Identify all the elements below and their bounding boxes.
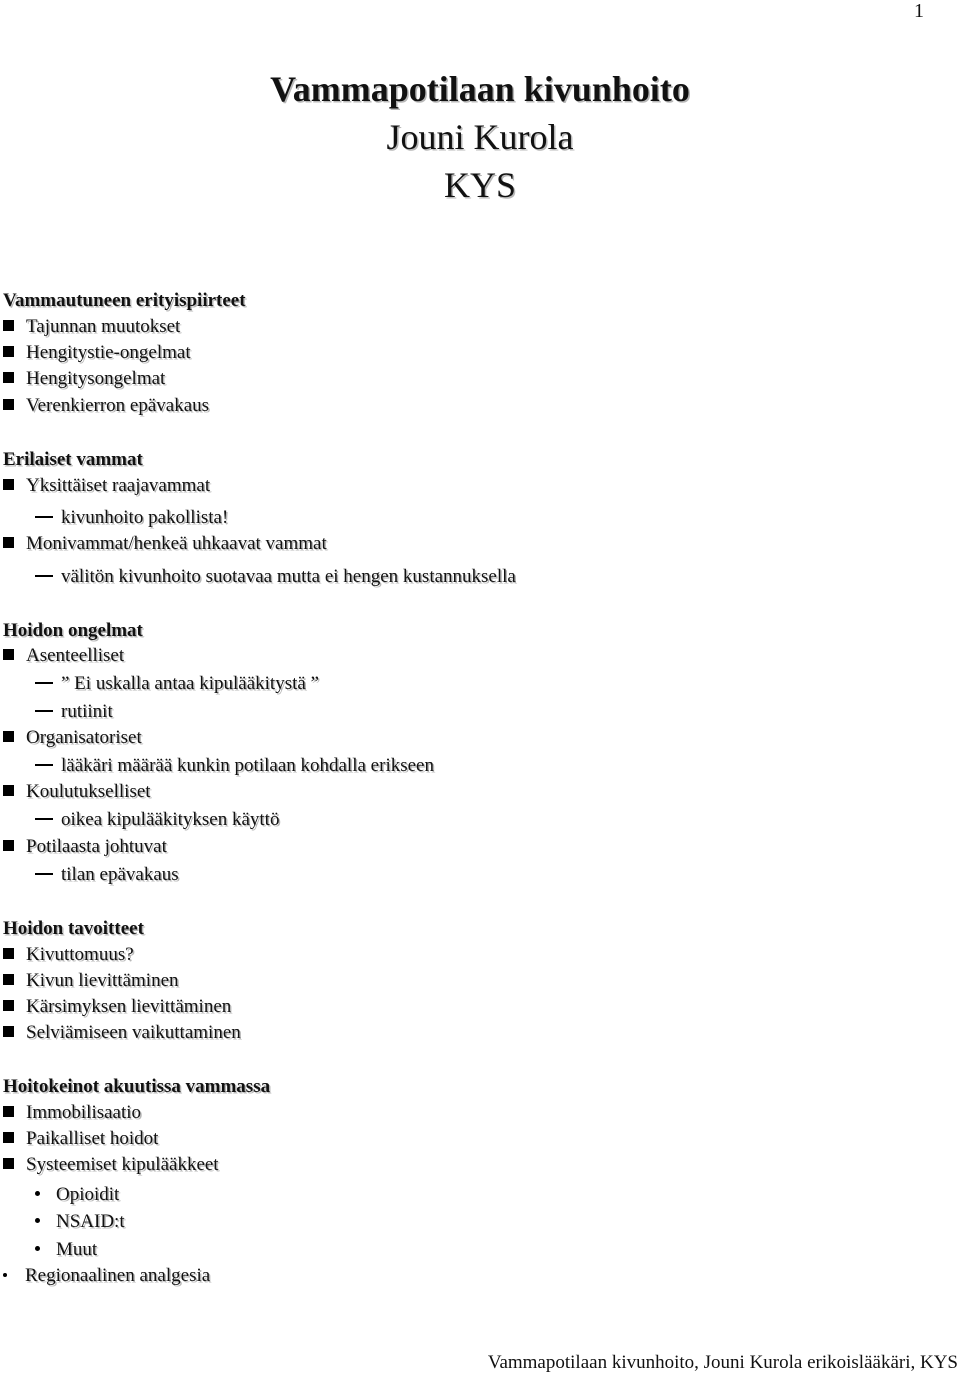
section-heading: Erilaiset vammat	[3, 449, 143, 470]
square-bullet-icon	[3, 974, 14, 985]
list-item: Yksittäiset raajavammat	[3, 475, 210, 497]
section-heading: Hoidon ongelmat	[3, 620, 143, 641]
list-item: Systeemiset kipulääkkeet	[3, 1154, 219, 1176]
list-subitem: rutiinit	[35, 701, 113, 723]
page-footer: Vammapotilaan kivunhoito, Jouni Kurola erikoislääkäri, KYS	[487, 1352, 958, 1373]
square-bullet-icon	[3, 1158, 14, 1169]
list-item: Hengitysongelmat	[3, 368, 165, 390]
list-item: Tajunnan muutokset	[3, 316, 180, 338]
section-heading: Vammautuneen erityispiirteet	[3, 290, 246, 311]
square-bullet-icon	[3, 479, 14, 490]
list-subitem: NSAID:t	[35, 1211, 125, 1233]
dot-bullet-icon	[35, 1191, 40, 1196]
dash-bullet-icon	[35, 575, 53, 577]
list-item: Kivun lievittäminen	[3, 970, 179, 992]
list-item: Paikalliset hoidot	[3, 1128, 158, 1150]
page-number: 1	[914, 0, 924, 22]
square-bullet-icon	[3, 537, 14, 548]
list-subitem: Opioidit	[35, 1184, 119, 1206]
list-item: Regionaalinen analgesia	[3, 1265, 210, 1287]
dash-bullet-icon	[35, 764, 53, 766]
list-item: Selviämiseen vaikuttaminen	[3, 1022, 241, 1044]
dot-bullet-icon	[35, 1218, 40, 1223]
dot-bullet-icon	[3, 1273, 7, 1277]
dash-bullet-icon	[35, 710, 53, 712]
square-bullet-icon	[3, 1026, 14, 1037]
list-subitem: kivunhoito pakollista!	[35, 507, 228, 529]
square-bullet-icon	[3, 1132, 14, 1143]
list-item: Hengitystie-ongelmat	[3, 342, 191, 364]
section-heading: Hoidon tavoitteet	[3, 918, 144, 939]
square-bullet-icon	[3, 1000, 14, 1011]
square-bullet-icon	[3, 399, 14, 410]
square-bullet-icon	[3, 948, 14, 959]
list-subitem: oikea kipulääkityksen käyttö	[35, 809, 279, 831]
list-item: Koulutukselliset	[3, 781, 151, 803]
square-bullet-icon	[3, 649, 14, 660]
list-item: Immobilisaatio	[3, 1102, 141, 1124]
list-item: Monivammat/henkeä uhkaavat vammat	[3, 533, 327, 555]
dash-bullet-icon	[35, 818, 53, 820]
square-bullet-icon	[3, 320, 14, 331]
square-bullet-icon	[3, 372, 14, 383]
organization: KYS	[443, 165, 517, 205]
square-bullet-icon	[3, 785, 14, 796]
list-item: Potilaasta johtuvat	[3, 836, 167, 858]
dash-bullet-icon	[35, 682, 53, 684]
dash-bullet-icon	[35, 516, 53, 518]
document-title: Vammapotilaan kivunhoito	[270, 69, 690, 109]
list-subitem: Muut	[35, 1239, 97, 1261]
author-name: Jouni Kurola	[386, 117, 574, 157]
square-bullet-icon	[3, 346, 14, 357]
section-heading: Hoitokeinot akuutissa vammassa	[3, 1076, 271, 1097]
list-item: Asenteelliset	[3, 645, 124, 667]
dash-bullet-icon	[35, 873, 53, 875]
list-item: Verenkierron epävakaus	[3, 395, 209, 417]
list-item: Organisatoriset	[3, 727, 142, 749]
dot-bullet-icon	[35, 1246, 40, 1251]
square-bullet-icon	[3, 1106, 14, 1117]
list-item: Kivuttomuus?	[3, 944, 134, 966]
square-bullet-icon	[3, 840, 14, 851]
list-subitem: lääkäri määrää kunkin potilaan kohdalla erikseen	[35, 755, 434, 777]
list-subitem: ” Ei uskalla antaa kipulääkitystä ”	[35, 673, 319, 695]
list-subitem: välitön kivunhoito suotavaa mutta ei hengen kustannuksella	[35, 566, 516, 588]
list-subitem: tilan epävakaus	[35, 864, 179, 886]
list-item: Kärsimyksen lievittäminen	[3, 996, 231, 1018]
square-bullet-icon	[3, 731, 14, 742]
